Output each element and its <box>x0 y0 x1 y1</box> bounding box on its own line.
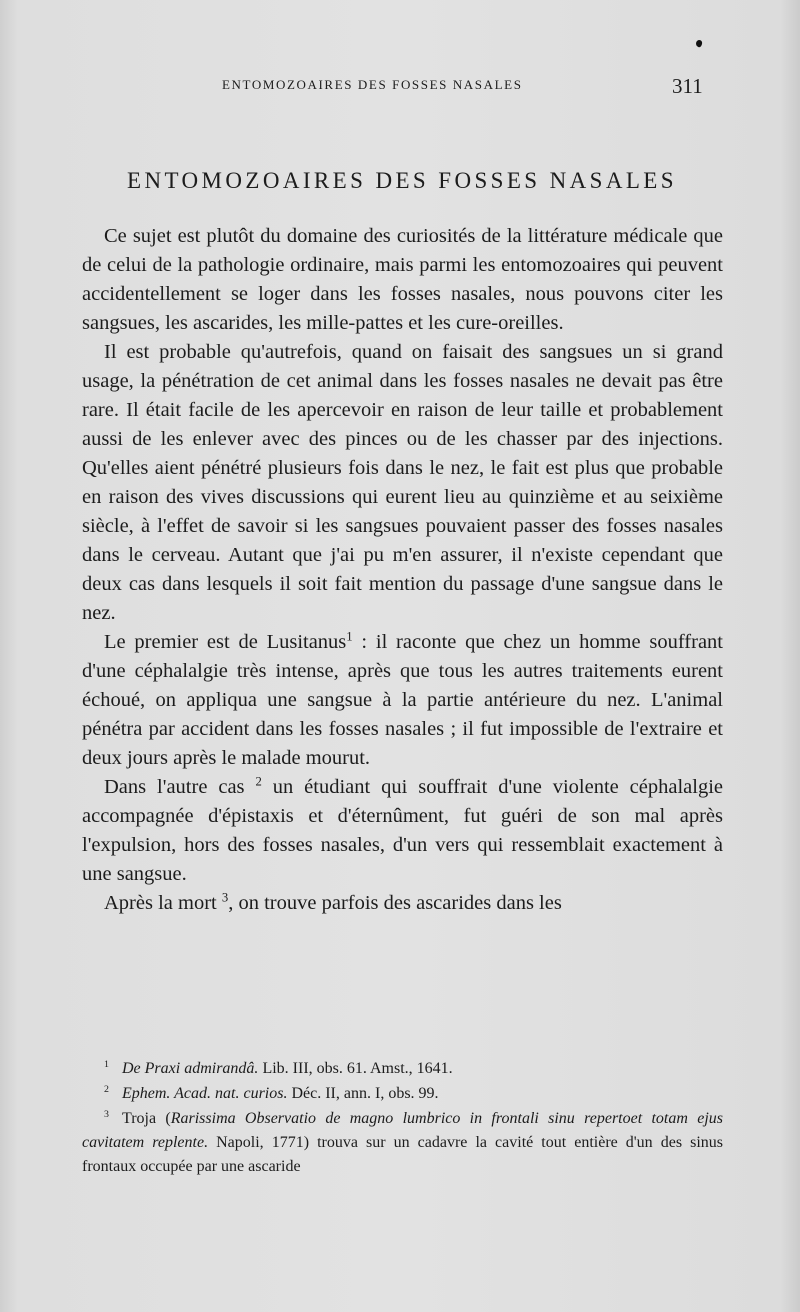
paragraph-3-end: : il raconte que chez un homme souffrant d'une céphalalgie très intense, après que tous les autres traitements eurent échoué, on appliqua une sangsue à la partie antérieure du nez. L'animal pénétra par accident dans les fosses nasales ; il fut impossible de l'extraire et deux jours après le malade mourut. <box>82 631 723 769</box>
footnote-3-text: Napoli, 1771) trouva sur un cadavre la cavité tout entière d'un des sinus frontaux occupée par une ascaride <box>82 1134 723 1175</box>
ink-speck <box>695 39 703 48</box>
footnote-1-title: De Praxi admirandâ. <box>122 1060 259 1077</box>
footnote-1-text: Lib. III, obs. 61. Amst., 1641. <box>258 1060 453 1077</box>
paragraph-1: Ce sujet est plutôt du domaine des curiosités de la littérature médicale que de celui de la pathologie ordinaire, mais parmi les entomozoaires qui peuvent accidentellement se loger dans les fosses nasales, nous pouvons citer les sangsues, les ascarides, les mille-pattes et les cure-oreilles. <box>82 225 723 334</box>
footnote-3-author: Troja ( <box>122 1110 171 1127</box>
footnote-2: $^2$ Ephem. Acad. nat. curios. Déc. II, ann. I, obs. 99. <box>104 1084 439 1102</box>
paragraph-4 <box>82 773 723 889</box>
body-text <box>82 222 723 918</box>
footnote-ref-1: 1 <box>346 629 353 644</box>
footnote-2-text: Déc. II, ann. I, obs. 99. <box>287 1085 439 1102</box>
paragraph-5-end: , on trouve parfois des ascarides dans les <box>228 892 562 914</box>
running-head <box>0 74 800 98</box>
running-title: ENTOMOZOAIRES DES FOSSES NASALES <box>222 77 523 92</box>
paragraph-5-start: Après la mort <box>104 892 222 914</box>
paragraph-4-start: Dans l'autre cas <box>104 776 256 798</box>
paragraph-3-start: Le premier est de Lusitanus <box>104 631 347 653</box>
chapter-title: ENTOMOZOAIRES DES FOSSES NASALES <box>127 168 677 193</box>
footnotes <box>82 1057 723 1179</box>
footnote-ref-2: 2 <box>255 774 262 789</box>
paragraph-4-end: un étudiant qui souffrait d'une violente céphalalgie accompagnée d'épistaxis et d'éternûment, fut guéri de son mal après l'expulsion, hors des fosses nasales, d'un vers qui ressemblait exactement à une sangsue. <box>82 776 724 885</box>
paragraph-3 <box>82 628 723 773</box>
footnote-3: $^3$ Troja (Rarissima Observatio de magno lumbrico in frontali sinu repertoet totam ejus cavitatem replente. Napoli, 1771) trouva sur un cadavre la cavité tout entière d'un des sinus frontaux occupée par une ascaride <box>82 1109 723 1175</box>
paragraph-2: Il est probable qu'autrefois, quand on faisait des sangsues un si grand usage, la pénétration de cet animal dans les fosses nasales ne devait pas être rare. Il était facile de les apercevoir en raison de leur taille et probablement aussi de les enlever avec des pinces ou de les chasser par des injections. Qu'elles aient pénétré plusieurs fois dans le nez, le fait est plus que probable en raison des vives discussions qui eurent lieu au quinzième et au seixième siècle, à l'effet de savoir si les sangsues pouvaient passer des fosses nasales dans le cerveau. Autant que j'ai pu m'en assurer, il n'existe cependant que deux cas dans lesquels il soit fait mention du passage d'une sangsue dans le nez. <box>82 341 723 624</box>
footnote-3-title: Rarissima Observatio de magno lumbrico in frontali sinu repertoet totam ejus cavitatem replente. <box>82 1110 723 1151</box>
footnote-2-title: Ephem. Acad. nat. curios. <box>122 1085 288 1102</box>
footnote-1: $^1$ De Praxi admirandâ. Lib. III, obs. 61. Amst., 1641. <box>104 1059 453 1077</box>
page-number: 311 <box>672 74 703 98</box>
paragraph-5 <box>82 889 723 918</box>
footnote-ref-3: 3 <box>221 890 229 905</box>
